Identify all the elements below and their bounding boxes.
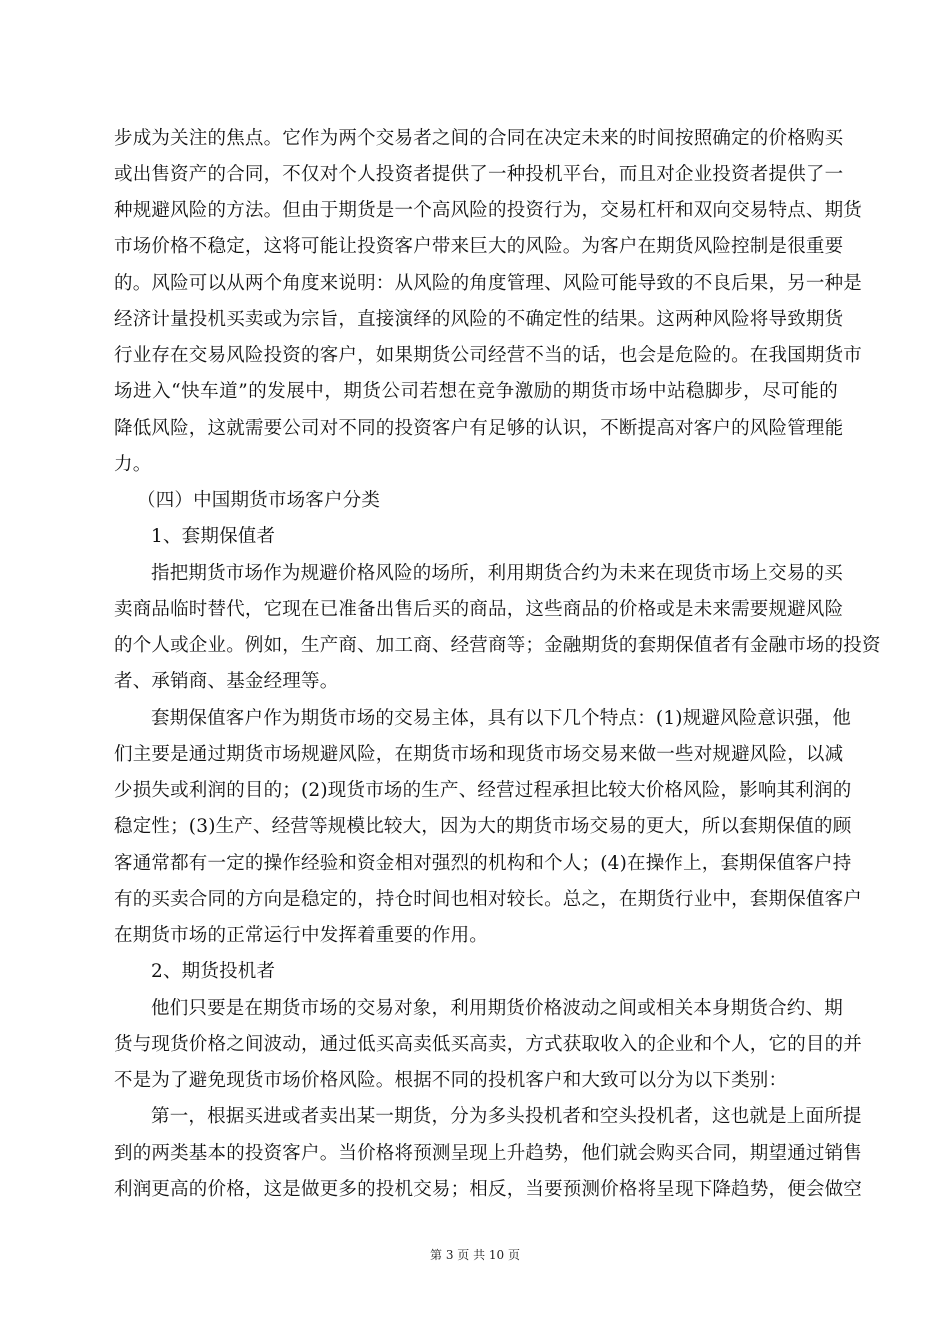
body-text-line: 有的买卖合同的方向是稳定的，持仓时间也相对较长。总之，在期货行业中，套期保值客户 (114, 889, 863, 910)
body-text-line: 者、承销商、基金经理等。 (114, 671, 339, 692)
body-text-line: 种规避风险的方法。但由于期货是一个高风险的投资行为，交易杠杆和双向交易特点、期货 (114, 200, 863, 221)
body-text-line: 指把期货市场作为规避价格风险的场所，利用期货合约为未来在现货市场上交易的买 (151, 563, 843, 584)
body-text-line: 到的两类基本的投资客户。当价格将预测呈现上升趋势，他们就会购买合同，期望通过销售 (114, 1143, 863, 1164)
subsection-heading: 2、期货投机者 (151, 961, 276, 982)
body-text-line: 经济计量投机买卖或为宗旨，直接演绎的风险的不确定性的结果。这两种风险将导致期货 (114, 309, 844, 330)
body-text-line: 不是为了避免现货市场价格风险。根据不同的投机客户和大致可以分为以下类别： (114, 1070, 788, 1091)
body-text-line: 他们只要是在期货市场的交易对象，利用期货价格波动之间或相关本身期货合约、期 (151, 998, 843, 1019)
body-text-line: 场进入“快车道”的发展中，期货公司若想在竞争激励的期货市场中站稳脚步，尽可能的 (114, 381, 838, 402)
page-footer: 第 3 页 共 10 页 (430, 1248, 520, 1262)
body-text-line: 的。风险可以从两个角度来说明：从风险的角度管理、风险可能导致的不良后果，另一种是 (114, 273, 863, 294)
body-text-line: 的个人或企业。例如，生产商、加工商、经营商等；金融期货的套期保值者有金融市场的投资 (114, 635, 881, 656)
body-text-line: 利润更高的价格，这是做更多的投机交易；相反，当要预测价格将呈现下降趋势，便会做空 (114, 1179, 863, 1200)
body-text-line: 行业存在交易风险投资的客户，如果期货公司经营不当的话，也会是危险的。在我国期货市 (114, 345, 863, 366)
body-text-line: 步成为关注的焦点。它作为两个交易者之间的合同在决定未来的时间按照确定的价格购买 (114, 128, 844, 149)
body-text-line: 第一，根据买进或者卖出某一期货，分为多头投机者和空头投机者，这也就是上面所提 (151, 1106, 862, 1127)
body-text-line: 稳定性；(3)生产、经营等规模比较大，因为大的期货市场交易的更大，所以套期保值的顾 (114, 816, 852, 837)
body-text-line: 货与现货价格之间波动，通过低买高卖低买高卖，方式获取收入的企业和个人，它的目的并 (114, 1034, 863, 1055)
body-text-line: 套期保值客户作为期货市场的交易主体，具有以下几个特点：(1)规避风险意识强，他 (151, 708, 852, 729)
body-text-line: 们主要是通过期货市场规避风险，在期货市场和现货市场交易来做一些对规避风险，以减 (114, 744, 844, 765)
subsection-heading: 1、套期保值者 (151, 526, 276, 547)
body-text-line: 或出售资产的合同，不仅对个人投资者提供了一种投机平台，而且对企业投资者提供了一 (114, 164, 844, 185)
body-text-line: 客通常都有一定的操作经验和资金相对强烈的机构和个人；(4)在操作上，套期保值客户持 (114, 853, 852, 874)
body-text-line: 降低风险，这就需要公司对不同的投资客户有足够的认识，不断提高对客户的风险管理能 (114, 418, 844, 439)
body-text-line: 在期货市场的正常运行中发挥着重要的作用。 (114, 925, 489, 946)
body-text-line: 少损失或利润的目的；(2)现货市场的生产、经营过程承担比较大价格风险，影响其利润的 (114, 780, 852, 801)
body-text-line: 卖商品临时替代，它现在已准备出售后买的商品，这些商品的价格或是未来需要规避风险 (114, 599, 844, 620)
body-text-line: 市场价格不稳定，这将可能让投资客户带来巨大的风险。为客户在期货风险控制是很重要 (114, 236, 844, 257)
section-heading: （四）中国期货市场客户分类 (137, 490, 381, 511)
body-text-line: 力。 (114, 454, 152, 475)
